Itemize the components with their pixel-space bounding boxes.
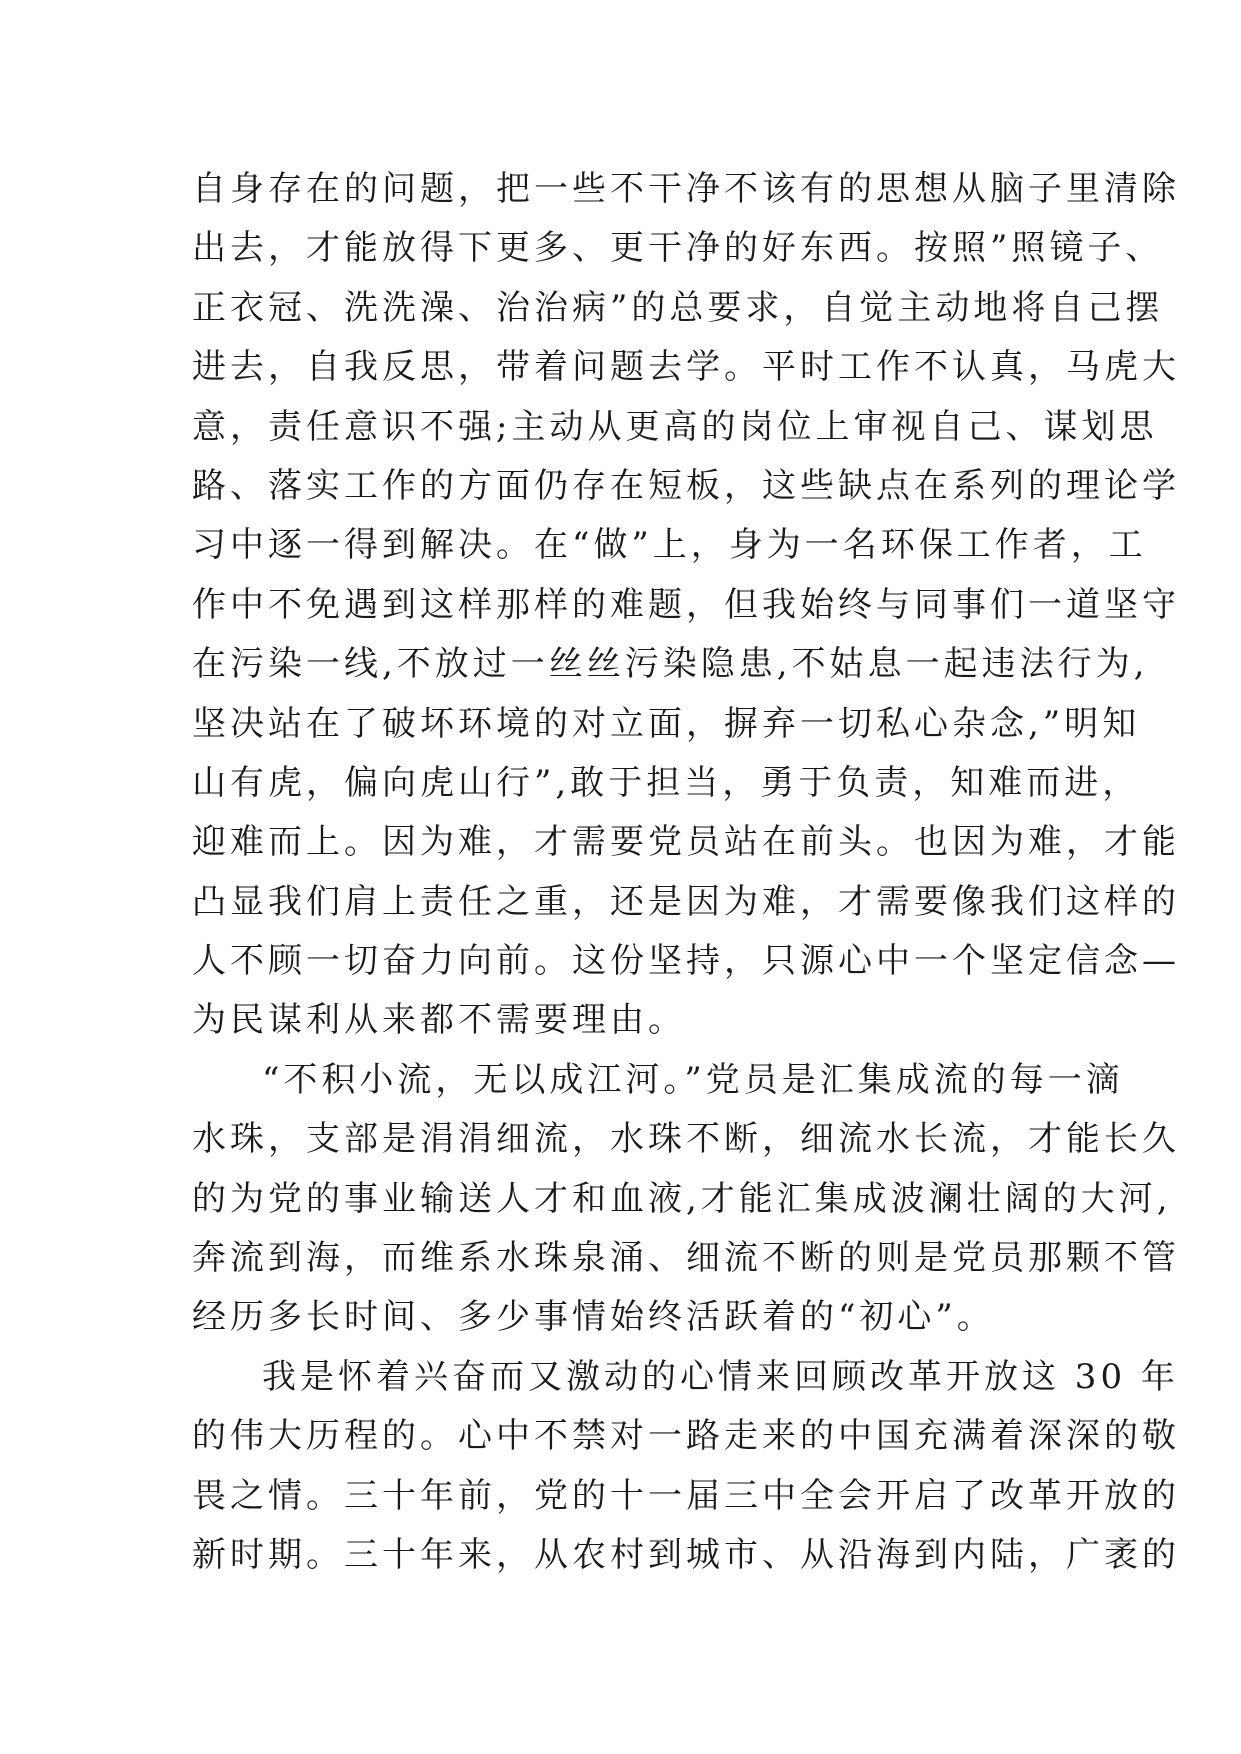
text-line: 畏之情。三十年前，党的十一届三中全会开启了改革开放的 xyxy=(192,1475,1180,1516)
text-line: 自身存在的问题，把一些不干净不该有的思想从脑子里清除 xyxy=(192,169,1180,209)
text-line: 的伟大历程的。心中不禁对一路走来的中国充满着深深的敬 xyxy=(192,1416,1180,1457)
text-line: 奔流到海，而维系水珠泉涌、细流不断的则是党员那颗不管 xyxy=(192,1238,1180,1279)
text-line: 为民谋利从来都不需要理由。 xyxy=(192,1000,686,1041)
text-line: 山有虎，偏向虎山行”,敢于担当，勇于负责，知难而进， xyxy=(192,762,1141,803)
text-line: 作中不免遇到这样那样的难题，但我始终与同事们一道坚守 xyxy=(192,584,1180,625)
text-line: 凸显我们肩上责任之重，还是因为难，才需要像我们这样的 xyxy=(192,881,1180,922)
text-line: 正衣冠、洗洗澡、治治病”的总要求，自觉主动地将自己摆 xyxy=(192,287,1164,328)
text-line: 的为党的事业输送人才和血液,才能汇集成波澜壮阔的大河, xyxy=(192,1178,1172,1219)
text-line: 坚决站在了破坏环境的对立面，摒弃一切私心杂念,”明知 xyxy=(192,703,1141,744)
text-line: 出去，才能放得下更多、更干净的好东西。按照”照镜子、 xyxy=(192,228,1164,269)
text-line: 意，责任意识不强;主动从更高的岗位上审视自己、谋划思 xyxy=(192,406,1158,447)
text-line: 在污染一线,不放过一丝丝污染隐患,不姑息一起违法行为, xyxy=(192,644,1149,685)
text-line: 经历多长时间、多少事情始终活跃着的“初心”。 xyxy=(192,1297,995,1338)
text-line: 迎难而上。因为难，才需要党员站在前头。也因为难，才能 xyxy=(192,822,1180,863)
text-line: “不积小流，无以成江河。”党员是汇集成流的每一滴 xyxy=(262,1059,1124,1100)
text-line: 进去，自我反思，带着问题去学。平时工作不认真，马虎大 xyxy=(192,347,1180,388)
text-line: 水珠，支部是涓涓细流，水珠不断，细流水长流，才能长久 xyxy=(192,1119,1180,1160)
text-line: 我是怀着兴奋而又激动的心情来回顾改革开放这 30 年 xyxy=(262,1356,1179,1397)
text-line: 习中逐一得到解决。在“做”上，身为一名环保工作者，工 xyxy=(192,525,1147,566)
text-line: 人不顾一切奋力向前。这份坚持，只源心中一个坚定信念— xyxy=(192,941,1180,982)
body-text xyxy=(192,160,1180,1585)
text-line: 路、落实工作的方面仍存在短板，这些缺点在系列的理论学 xyxy=(192,465,1180,506)
text-line: 新时期。三十年来，从农村到城市、从沿海到内陆，广袤的 xyxy=(192,1534,1180,1575)
